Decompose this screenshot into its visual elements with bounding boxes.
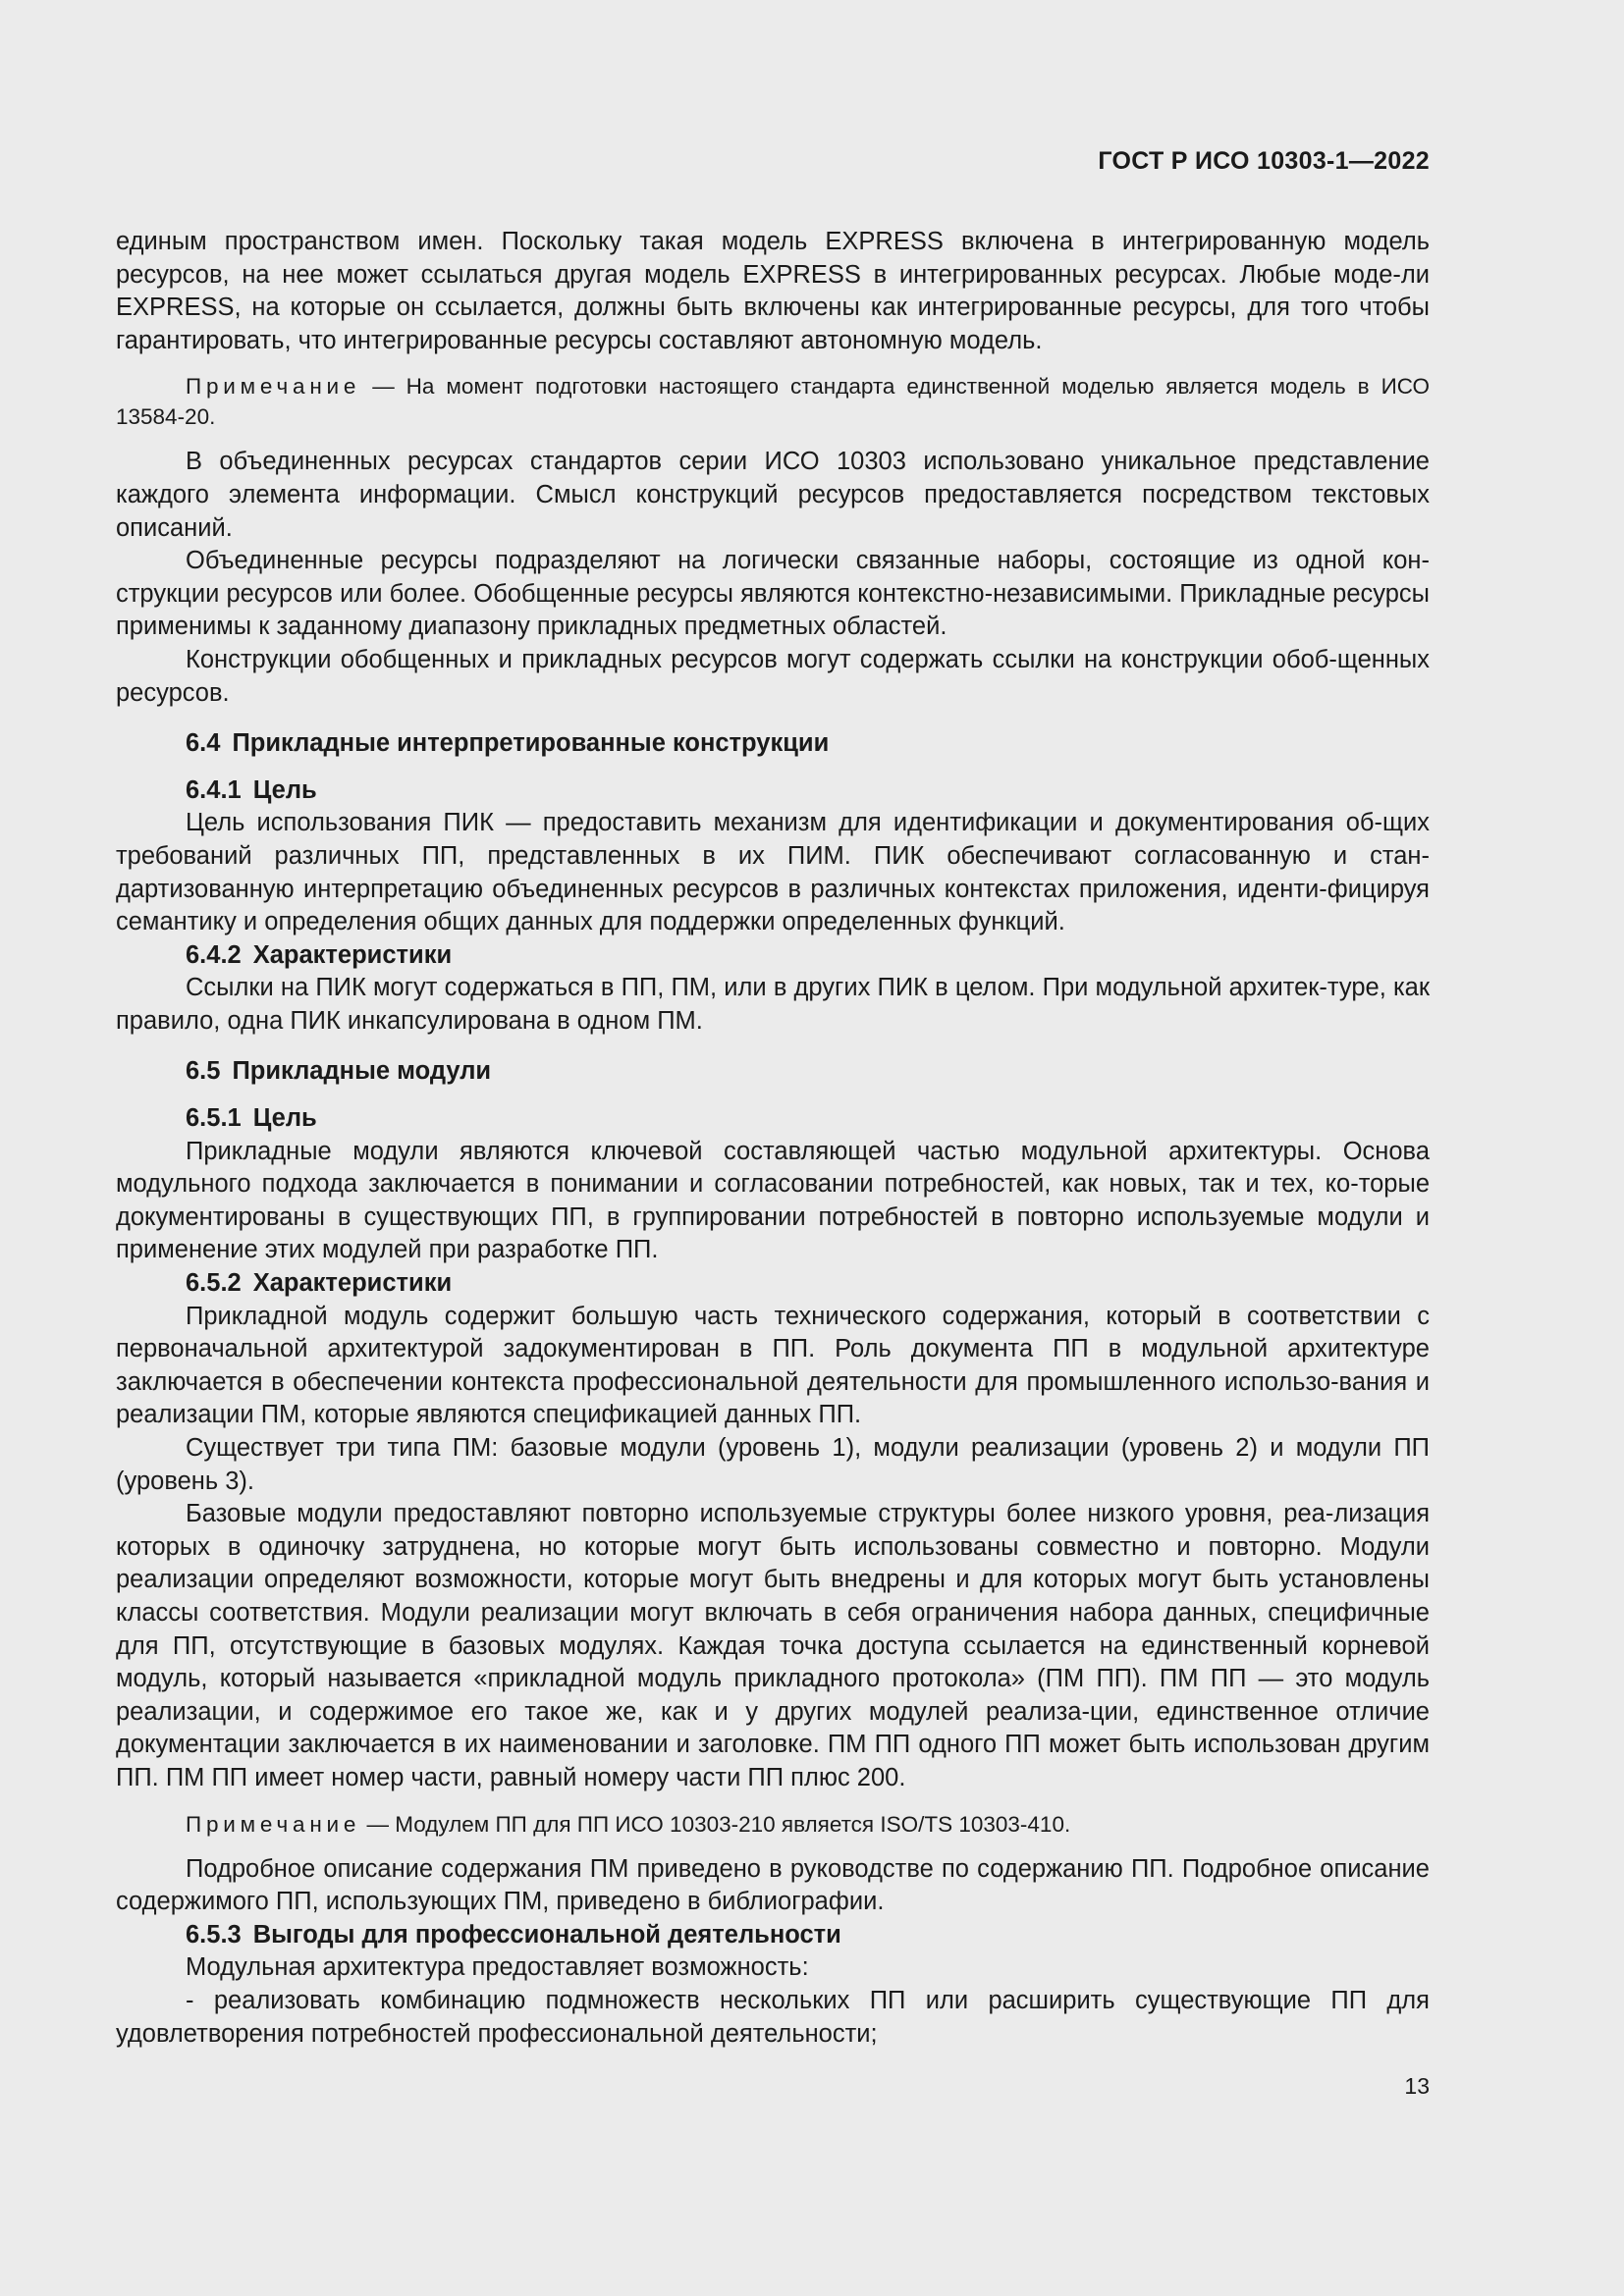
note-text: — На момент подготовки настоящего стандарта единственной моделью является модель в ИСО 13584-20. [116,374,1430,430]
section-title: Характеристики [252,1269,453,1298]
paragraph: единым пространством имен. Поскольку такая модель EXPRESS включена в интегрированную модель ресурсов, на нее может ссылаться другая модель EXPRESS в интегрированных ресурсах. Любые моде-ли EXPRESS, на которые он ссылается, должны быть включены как интегрированные ресурсы, для того чтобы гарантировать, что интегрированные ресурсы составляют автономную модель. [116,228,1430,354]
paragraph: Объединенные ресурсы подразделяют на логически связанные наборы, состоящие из одной кон-струкции ресурсов или более. Обобщенные ресурсы являются контекстно-независимыми. Прикладные ресурсы применимы к заданному диапазону прикладных предметных областей. [116,547,1430,641]
section-title: Характеристики [252,940,453,969]
paragraph: Подробное описание содержания ПМ приведено в руководстве по содержанию ПП. Подробное описание содержимого ПП, использующих ПМ, приведено в библиографии. [116,1854,1430,1916]
paragraph: Прикладной модуль содержит большую часть технического содержания, который в соответствии с первоначальной архитектурой задокументирован в ПП. Роль документа ПП в модульной архитектуре заключается в обеспечении контекста профессиональной деятельности для промышленного использо-вания и реализации ПМ, которые являются спецификацией данных ПП. [116,1302,1430,1429]
section-number: 6.5.1 [186,1104,242,1133]
paragraph: Ссылки на ПИК могут содержаться в ПП, ПМ, или в других ПИК в целом. При модульной архитек-туре, как правило, одна ПИК инкапсулирована в одном ПМ. [116,974,1430,1035]
section-title: Цель [252,1104,317,1133]
section-number: 6.4 [186,729,221,758]
note-text: — Модулем ПП для ПП ИСО 10303-210 является ISO/TS 10303-410. [360,1811,1071,1837]
section-title: Прикладные интерпретированные конструкции [232,729,830,758]
note-label: Примечание [186,1811,361,1837]
section-number: 6.4.1 [186,775,242,804]
section-title: Прикладные модули [232,1057,492,1086]
note [116,371,1430,432]
section-title: Цель [252,775,317,804]
section-number: 6.4.2 [186,940,242,969]
section-heading [116,727,1430,761]
subsection-heading [116,1102,1430,1136]
note-label: Примечание [186,374,361,400]
document-page [116,0,1430,2296]
paragraph: Базовые модули предоставляют повторно используемые структуры более низкого уровня, реа-лизация которых в одиночку затруднена, но которые могут быть использованы совместно и повторно. Модули реализации определяют возможности, которые могут быть внедрены и для которых могут быть установлены классы соответствия. Модули реализации могут включать в себя ограничения набора данных, специфичные для ПП, отсутствующие в базовых модулях. Каждая точка доступа ссылается на единственный корневой модуль, который называется «прикладной модуль прикладного протокола» (ПМ ПП). ПМ ПП — это модуль реализации, и содержимое его такое же, как и у других модулей реализа-ции, единственное отличие документации заключается в их наименовании и заголовке. ПМ ПП одного ПП может быть использован другим ПП. ПМ ПП имеет номер части, равный номеру части ПП плюс 200. [116,1500,1430,1791]
list-item: - реализовать комбинацию подмножеств нескольких ПП или расширить существующие ПП для удовлетворения потребностей профессиональной деятельности; [116,1986,1430,2048]
section-heading [116,1055,1430,1089]
document-header: ГОСТ Р ИСО 10303-1—2022 [1098,147,1430,175]
subsection-heading [116,1267,1430,1301]
paragraph: Цель использования ПИК — предоставить механизм для идентификации и документирования об-щих требований различных ПП, представленных в их ПИМ. ПИК обеспечивают согласованную и стан-дартизованную интерпретацию объединенных ресурсов в различных контекстах приложения, иденти-фицируя семантику и определения общих данных для поддержки определенных функций. [116,809,1430,936]
section-title: Выгоды для профессиональной деятельности [252,1920,841,1949]
document-body [116,226,1430,2051]
paragraph: Модульная архитектура предоставляет возможность: [186,1953,809,1982]
paragraph: Прикладные модули являются ключевой составляющей частью модульной архитектуры. Основа модульного подхода заключается в понимании и согласовании потребностей, как новых, так и тех, ко-торые документированы в существующих ПП, в группировании потребностей в повторно используемые модули и применение этих модулей при разработке ПП. [116,1137,1430,1264]
section-number: 6.5.3 [186,1920,242,1949]
page-number: 13 [1404,2073,1430,2099]
subsection-heading [116,939,1430,973]
paragraph: В объединенных ресурсах стандартов серии ИСО 10303 использовано уникальное представление каждого элемента информации. Смысл конструкций ресурсов предоставляется посредством текстовых описаний. [116,448,1430,542]
section-number: 6.5.2 [186,1269,242,1298]
subsection-heading [116,1919,1430,1952]
paragraph: Существует три типа ПМ: базовые модули (уровень 1), модули реализации (уровень 2) и модули ПП (уровень 3). [116,1434,1430,1495]
section-number: 6.5 [186,1057,221,1086]
subsection-heading [116,774,1430,808]
note [116,1809,1430,1840]
paragraph: Конструкции обобщенных и прикладных ресурсов могут содержать ссылки на конструкции обоб-щенных ресурсов. [116,645,1430,707]
